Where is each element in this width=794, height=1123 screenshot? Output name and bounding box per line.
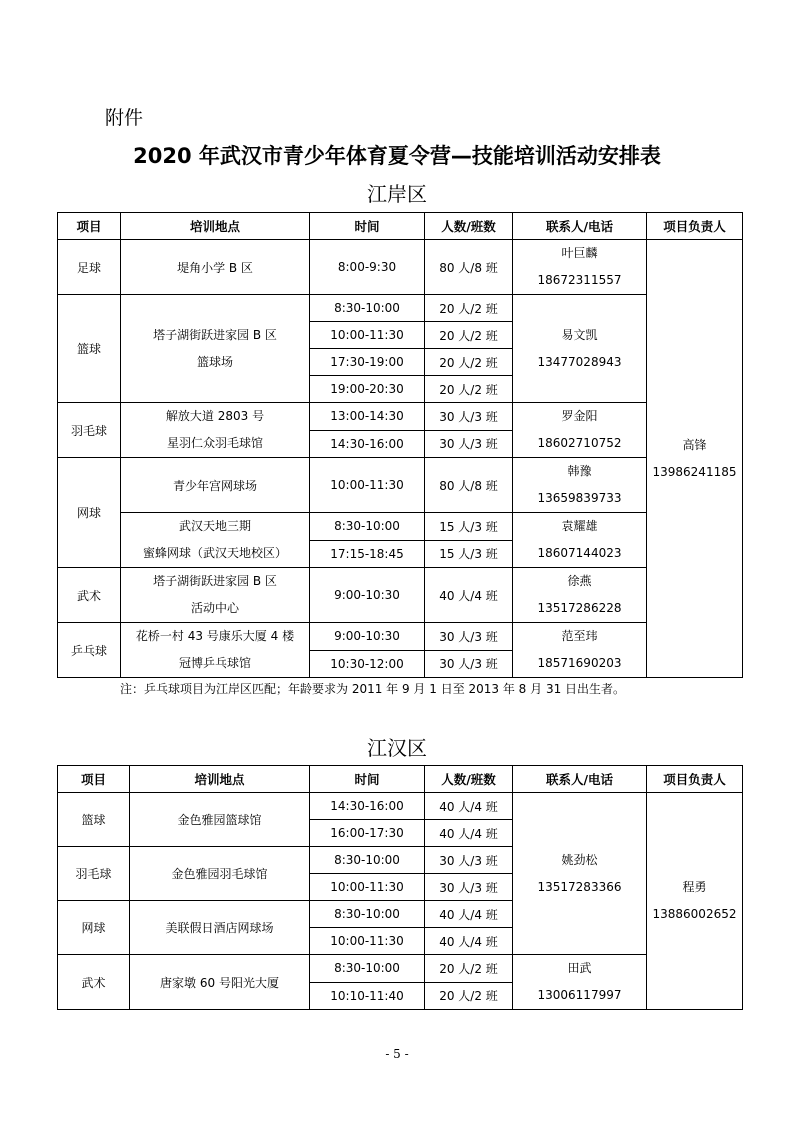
venue-cell: [121, 295, 310, 403]
table-row: [58, 240, 743, 295]
header-venue: 培训地点: [121, 213, 310, 240]
time-cell: 8:30-10:00: [310, 955, 425, 983]
contact-cell: [513, 513, 647, 568]
venue-line: 蜜蜂网球（武汉天地校区）: [142, 546, 287, 560]
count-cell: 20 人/2 班: [425, 376, 513, 403]
time-cell: 17:15-18:45: [310, 540, 425, 568]
contact-phone: 13477028943: [537, 354, 622, 369]
header-contact: 联系人/电话: [513, 766, 647, 793]
count-cell: 40 人/4 班: [425, 568, 513, 623]
header-count: 人数/班数: [425, 213, 513, 240]
count-cell: 30 人/3 班: [425, 650, 513, 678]
venue-line: 解放大道 2803 号: [165, 409, 265, 423]
table-row: [58, 458, 743, 513]
time-cell: 13:00-14:30: [310, 403, 425, 431]
count-cell: 30 人/3 班: [425, 847, 513, 874]
time-cell: 8:30-10:00: [310, 295, 425, 322]
count-cell: 80 人/8 班: [425, 458, 513, 513]
time-cell: 10:10-11:40: [310, 982, 425, 1010]
count-cell: 15 人/3 班: [425, 513, 513, 541]
contact-name: 袁耀雄: [561, 519, 598, 533]
table-note: 注：乒乓球项目为江岸区匹配；年龄要求为 2011 年 9 月 1 日至 2013 年 8 月 31 日出生者。: [120, 682, 626, 696]
venue-cell: [121, 403, 310, 458]
contact-phone: 13517286228: [537, 601, 622, 615]
venue-cell: 金色雅园篮球馆: [130, 793, 310, 847]
time-cell: 10:00-11:30: [310, 322, 425, 349]
sport-cell: 武术: [58, 955, 130, 1010]
contact-name: 罗金阳: [561, 409, 598, 423]
table-row: [58, 793, 743, 820]
time-cell: 17:30-19:00: [310, 349, 425, 376]
manager-cell: [647, 793, 743, 1010]
contact-cell: [513, 793, 647, 955]
sport-cell: 篮球: [58, 793, 130, 847]
page-title: 2020 年武汉市青少年体育夏令营—技能培训活动安排表: [133, 144, 661, 168]
sport-cell: 羽毛球: [58, 847, 130, 901]
time-cell: 9:00-10:30: [310, 568, 425, 623]
venue-cell: [121, 568, 310, 623]
time-cell: 14:30-16:00: [310, 430, 425, 458]
table-row: [58, 568, 743, 623]
venue-line: 星羽仁众羽毛球馆: [166, 436, 263, 450]
manager-phone: 13886002652: [652, 907, 737, 921]
manager-name: 程勇: [682, 880, 707, 894]
venue-cell: 唐家墩 60 号阳光大厦: [130, 955, 310, 1010]
contact-phone: 13659839733: [537, 491, 622, 505]
time-cell: 9:00-10:30: [310, 623, 425, 651]
contact-phone: 18602710752: [537, 436, 622, 450]
time-cell: 10:30-12:00: [310, 650, 425, 678]
count-cell: 40 人/4 班: [425, 901, 513, 928]
count-cell: 40 人/4 班: [425, 793, 513, 820]
time-cell: 19:00-20:30: [310, 376, 425, 403]
contact-name: 田武: [567, 961, 592, 975]
sport-cell: 篮球: [58, 295, 121, 403]
venue-line: 武汉天地三期: [178, 519, 251, 533]
count-cell: 40 人/4 班: [425, 928, 513, 955]
count-cell: 20 人/2 班: [425, 322, 513, 349]
jianghan-schedule-table: [57, 765, 743, 1010]
district-title-jiangan: 江岸区: [367, 182, 427, 206]
count-cell: 20 人/2 班: [425, 955, 513, 983]
table-row: [58, 513, 743, 541]
contact-phone: 18672311557: [537, 273, 622, 287]
count-cell: 20 人/2 班: [425, 982, 513, 1010]
jiangan-schedule-table: [57, 212, 743, 678]
count-cell: 30 人/3 班: [425, 874, 513, 901]
header-manager: 项目负责人: [647, 213, 743, 240]
count-cell: 80 人/8 班: [425, 240, 513, 295]
contact-cell: [513, 295, 647, 403]
table-row: [58, 623, 743, 651]
time-cell: 10:00-11:30: [310, 458, 425, 513]
manager-name: 高锋: [682, 437, 707, 452]
time-cell: 16:00-17:30: [310, 820, 425, 847]
venue-line: 塔子湖街跃进家园 B 区: [153, 574, 277, 588]
venue-cell: 青少年宫网球场: [121, 458, 310, 513]
time-cell: 8:30-10:00: [310, 513, 425, 541]
table-row: [58, 955, 743, 983]
time-cell: 10:00-11:30: [310, 874, 425, 901]
contact-cell: [513, 240, 647, 295]
venue-line: 花桥一村 43 号康乐大厦 4 楼: [135, 629, 295, 643]
manager-phone: 13986241185: [652, 464, 737, 479]
count-cell: 40 人/4 班: [425, 820, 513, 847]
contact-name: 易文凯: [561, 327, 598, 342]
contact-name: 韩豫: [567, 464, 592, 478]
venue-line: 塔子湖街跃进家园 B 区: [153, 327, 277, 342]
contact-phone: 13006117997: [537, 988, 622, 1002]
time-cell: 8:30-10:00: [310, 901, 425, 928]
header-sport: 项目: [58, 213, 121, 240]
contact-phone: 13517283366: [537, 879, 622, 894]
contact-cell: [513, 623, 647, 678]
header-venue: 培训地点: [130, 766, 310, 793]
venue-cell: [121, 623, 310, 678]
contact-cell: [513, 955, 647, 1010]
contact-name: 徐燕: [567, 574, 592, 588]
time-cell: 10:00-11:30: [310, 928, 425, 955]
contact-name: 姚劲松: [561, 852, 598, 867]
contact-name: 叶巨麟: [561, 246, 598, 260]
count-cell: 30 人/3 班: [425, 403, 513, 431]
venue-line: 篮球场: [196, 354, 233, 369]
count-cell: 20 人/2 班: [425, 349, 513, 376]
attachment-label: 附件: [105, 107, 144, 129]
time-cell: 8:30-10:00: [310, 847, 425, 874]
table-header-row: [58, 213, 743, 240]
contact-cell: [513, 403, 647, 458]
venue-cell: [121, 513, 310, 568]
venue-line: 冠博乒乓球馆: [178, 656, 251, 670]
sport-cell: 足球: [58, 240, 121, 295]
district-title-jianghan: 江汉区: [367, 736, 427, 760]
venue-cell: 美联假日酒店网球场: [130, 901, 310, 955]
contact-name: 范至玮: [561, 629, 598, 643]
count-cell: 30 人/3 班: [425, 430, 513, 458]
contact-cell: [513, 458, 647, 513]
contact-phone: 18607144023: [537, 546, 622, 560]
count-cell: 15 人/3 班: [425, 540, 513, 568]
header-time: 时间: [310, 213, 425, 240]
table-row: [58, 403, 743, 431]
manager-cell: [647, 240, 743, 678]
header-sport: 项目: [58, 766, 130, 793]
count-cell: 20 人/2 班: [425, 295, 513, 322]
contact-phone: 18571690203: [537, 656, 622, 670]
header-count: 人数/班数: [425, 766, 513, 793]
venue-cell: 金色雅园羽毛球馆: [130, 847, 310, 901]
sport-cell: 网球: [58, 458, 121, 568]
venue-line: 活动中心: [190, 601, 239, 615]
sport-cell: 武术: [58, 568, 121, 623]
header-contact: 联系人/电话: [513, 213, 647, 240]
table-header-row: [58, 766, 743, 793]
header-time: 时间: [310, 766, 425, 793]
time-cell: 8:00-9:30: [310, 240, 425, 295]
page-number: - 5 -: [385, 1047, 409, 1061]
venue-cell: 堤角小学 B 区: [121, 240, 310, 295]
contact-cell: [513, 568, 647, 623]
sport-cell: 羽毛球: [58, 403, 121, 458]
sport-cell: 网球: [58, 901, 130, 955]
table-row: [58, 295, 743, 322]
sport-cell: 乒乓球: [58, 623, 121, 678]
count-cell: 30 人/3 班: [425, 623, 513, 651]
header-manager: 项目负责人: [647, 766, 743, 793]
time-cell: 14:30-16:00: [310, 793, 425, 820]
